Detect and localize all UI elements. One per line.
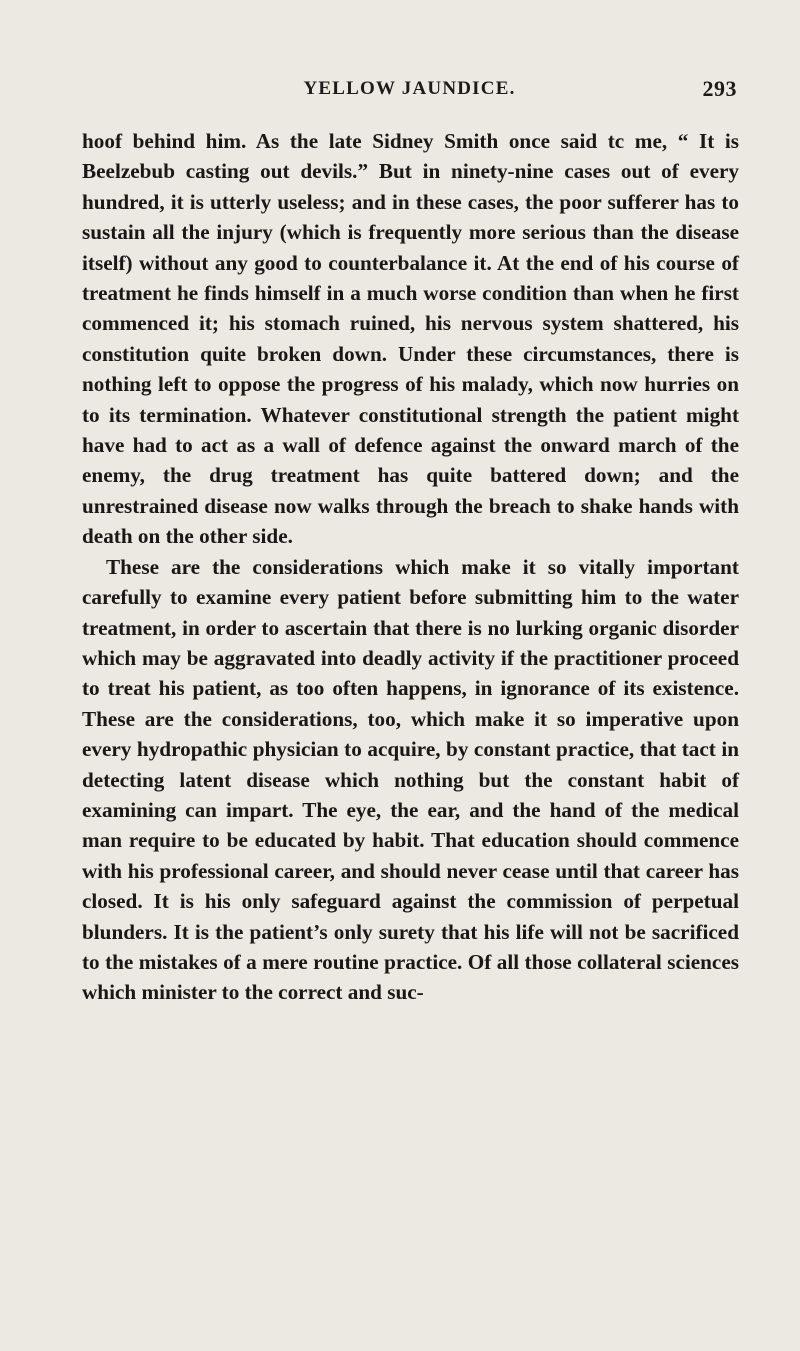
paragraph: These are the considerations which make it so vitally important carefully to examine every patient before submitting him to the water treatment, in order to ascertain that there is no lurking organic disorder which may be aggravated into deadly activity if the practitioner proceed to treat his patient, as too often happens, in ignorance of its existence. These are the considerations, too, which make it so imperative upon every hydropathic physician to acquire, by constant practice, that tact in detecting latent disease which nothing but the constant habit of examining can impart. The eye, the ear, and the hand of the medical man require to be educated by habit. That education should commence with his professional career, and should never cease until that career has closed. It is his only safeguard against the commission of perpetual blunders. It is the patient’s only surety that his life will not be sacrificed to the mistakes of a mere routine practice. Of all those collateral sciences which minister to the correct and suc-: [82, 554, 739, 1005]
paragraph-continuation: hoof behind him. As the late Sidney Smith once said tc me, “ It is Beelzebub casting out devils.” But in ninety-nine cases out of every hundred, it is utterly useless; and in these cases, the poor sufferer has to sustain all the injury (which is frequently more serious than the disease itself) without any good to counterbalance it. At the end of his course of treatment he finds himself in a much worse condition than when he first commenced it; his stomach ruined, his nervous system shattered, his constitution quite broken down. Under these circumstances, there is nothing left to oppose the progress of his malady, which now hurries on to its termination. Whatever constitutional strength the patient might have had to act as a wall of defence against the onward march of the enemy, the drug treatment has quite battered down; and the unrestrained disease now walks through the breach to shake hands with death on the other side.: [82, 129, 739, 549]
body-text: [82, 126, 739, 1008]
page-header: [82, 78, 737, 108]
page-number: 293: [702, 76, 737, 101]
running-title: YELLOW JAUNDICE.: [303, 78, 516, 99]
